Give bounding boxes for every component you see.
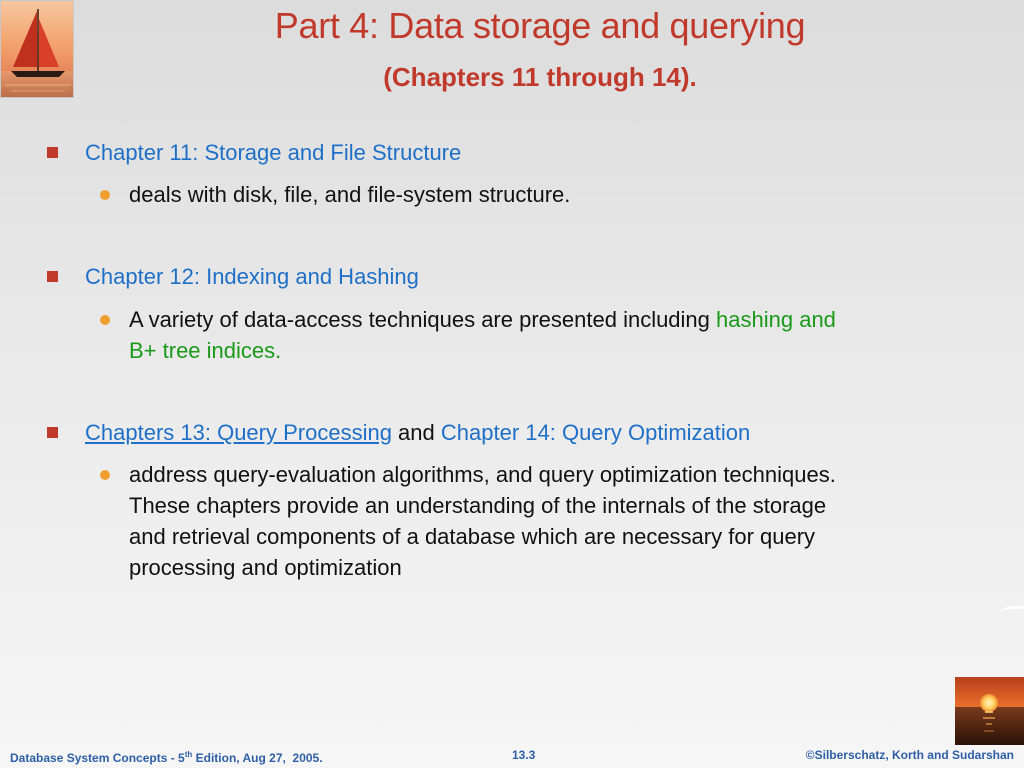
chapter-11-heading: Chapter 11: Storage and File Structure: [85, 140, 462, 165]
square-bullet-icon: [47, 427, 58, 438]
chapter-14-heading: Chapter 14: Query Optimization: [440, 420, 751, 445]
footer-copyright: ©Silberschatz, Korth and Sudarshan: [805, 748, 1014, 762]
detail-line: processing and optimization: [129, 555, 402, 580]
decorative-wave: [1000, 606, 1024, 619]
chapter-12-heading: Chapter 12: Indexing and Hashing: [85, 264, 419, 289]
slide-title: Part 4: Data storage and querying: [274, 5, 806, 46]
sailboat-logo-icon: [0, 0, 74, 98]
square-bullet-icon: [47, 271, 58, 282]
and-text: and: [391, 420, 441, 445]
chapter-11-detail: deals with disk, file, and file-system structure.: [129, 182, 571, 207]
detail-line: address query-evaluation algorithms, and query optimization techniques.: [129, 462, 836, 487]
btree-highlight: B+ tree indices.: [129, 338, 282, 363]
footer-book-info: Database System Concepts - 5th Edition, Aug 27, 2005.: [10, 750, 323, 765]
detail-line: and retrieval components of a database which are necessary for query: [129, 524, 816, 549]
dot-bullet-icon: [100, 190, 110, 200]
chapter-12-detail: [129, 304, 959, 366]
dot-bullet-icon: [100, 470, 110, 480]
chapter-13-14-heading: [85, 419, 750, 447]
sunset-logo-icon: [955, 677, 1024, 745]
footer-page-number: 13.3: [512, 748, 536, 762]
chapter-12-detail-text: A variety of data-access techniques are presented including: [129, 307, 717, 332]
chapter-13-link[interactable]: Chapters 13: Query Processing: [85, 420, 392, 445]
slide-subtitle: (Chapters 11 through 14).: [383, 62, 697, 92]
dot-bullet-icon: [100, 315, 110, 325]
detail-line: These chapters provide an understanding of the internals of the storage: [129, 493, 827, 518]
square-bullet-icon: [47, 147, 58, 158]
chapter-13-14-detail: [129, 459, 959, 583]
hashing-highlight: hashing and: [716, 307, 836, 332]
